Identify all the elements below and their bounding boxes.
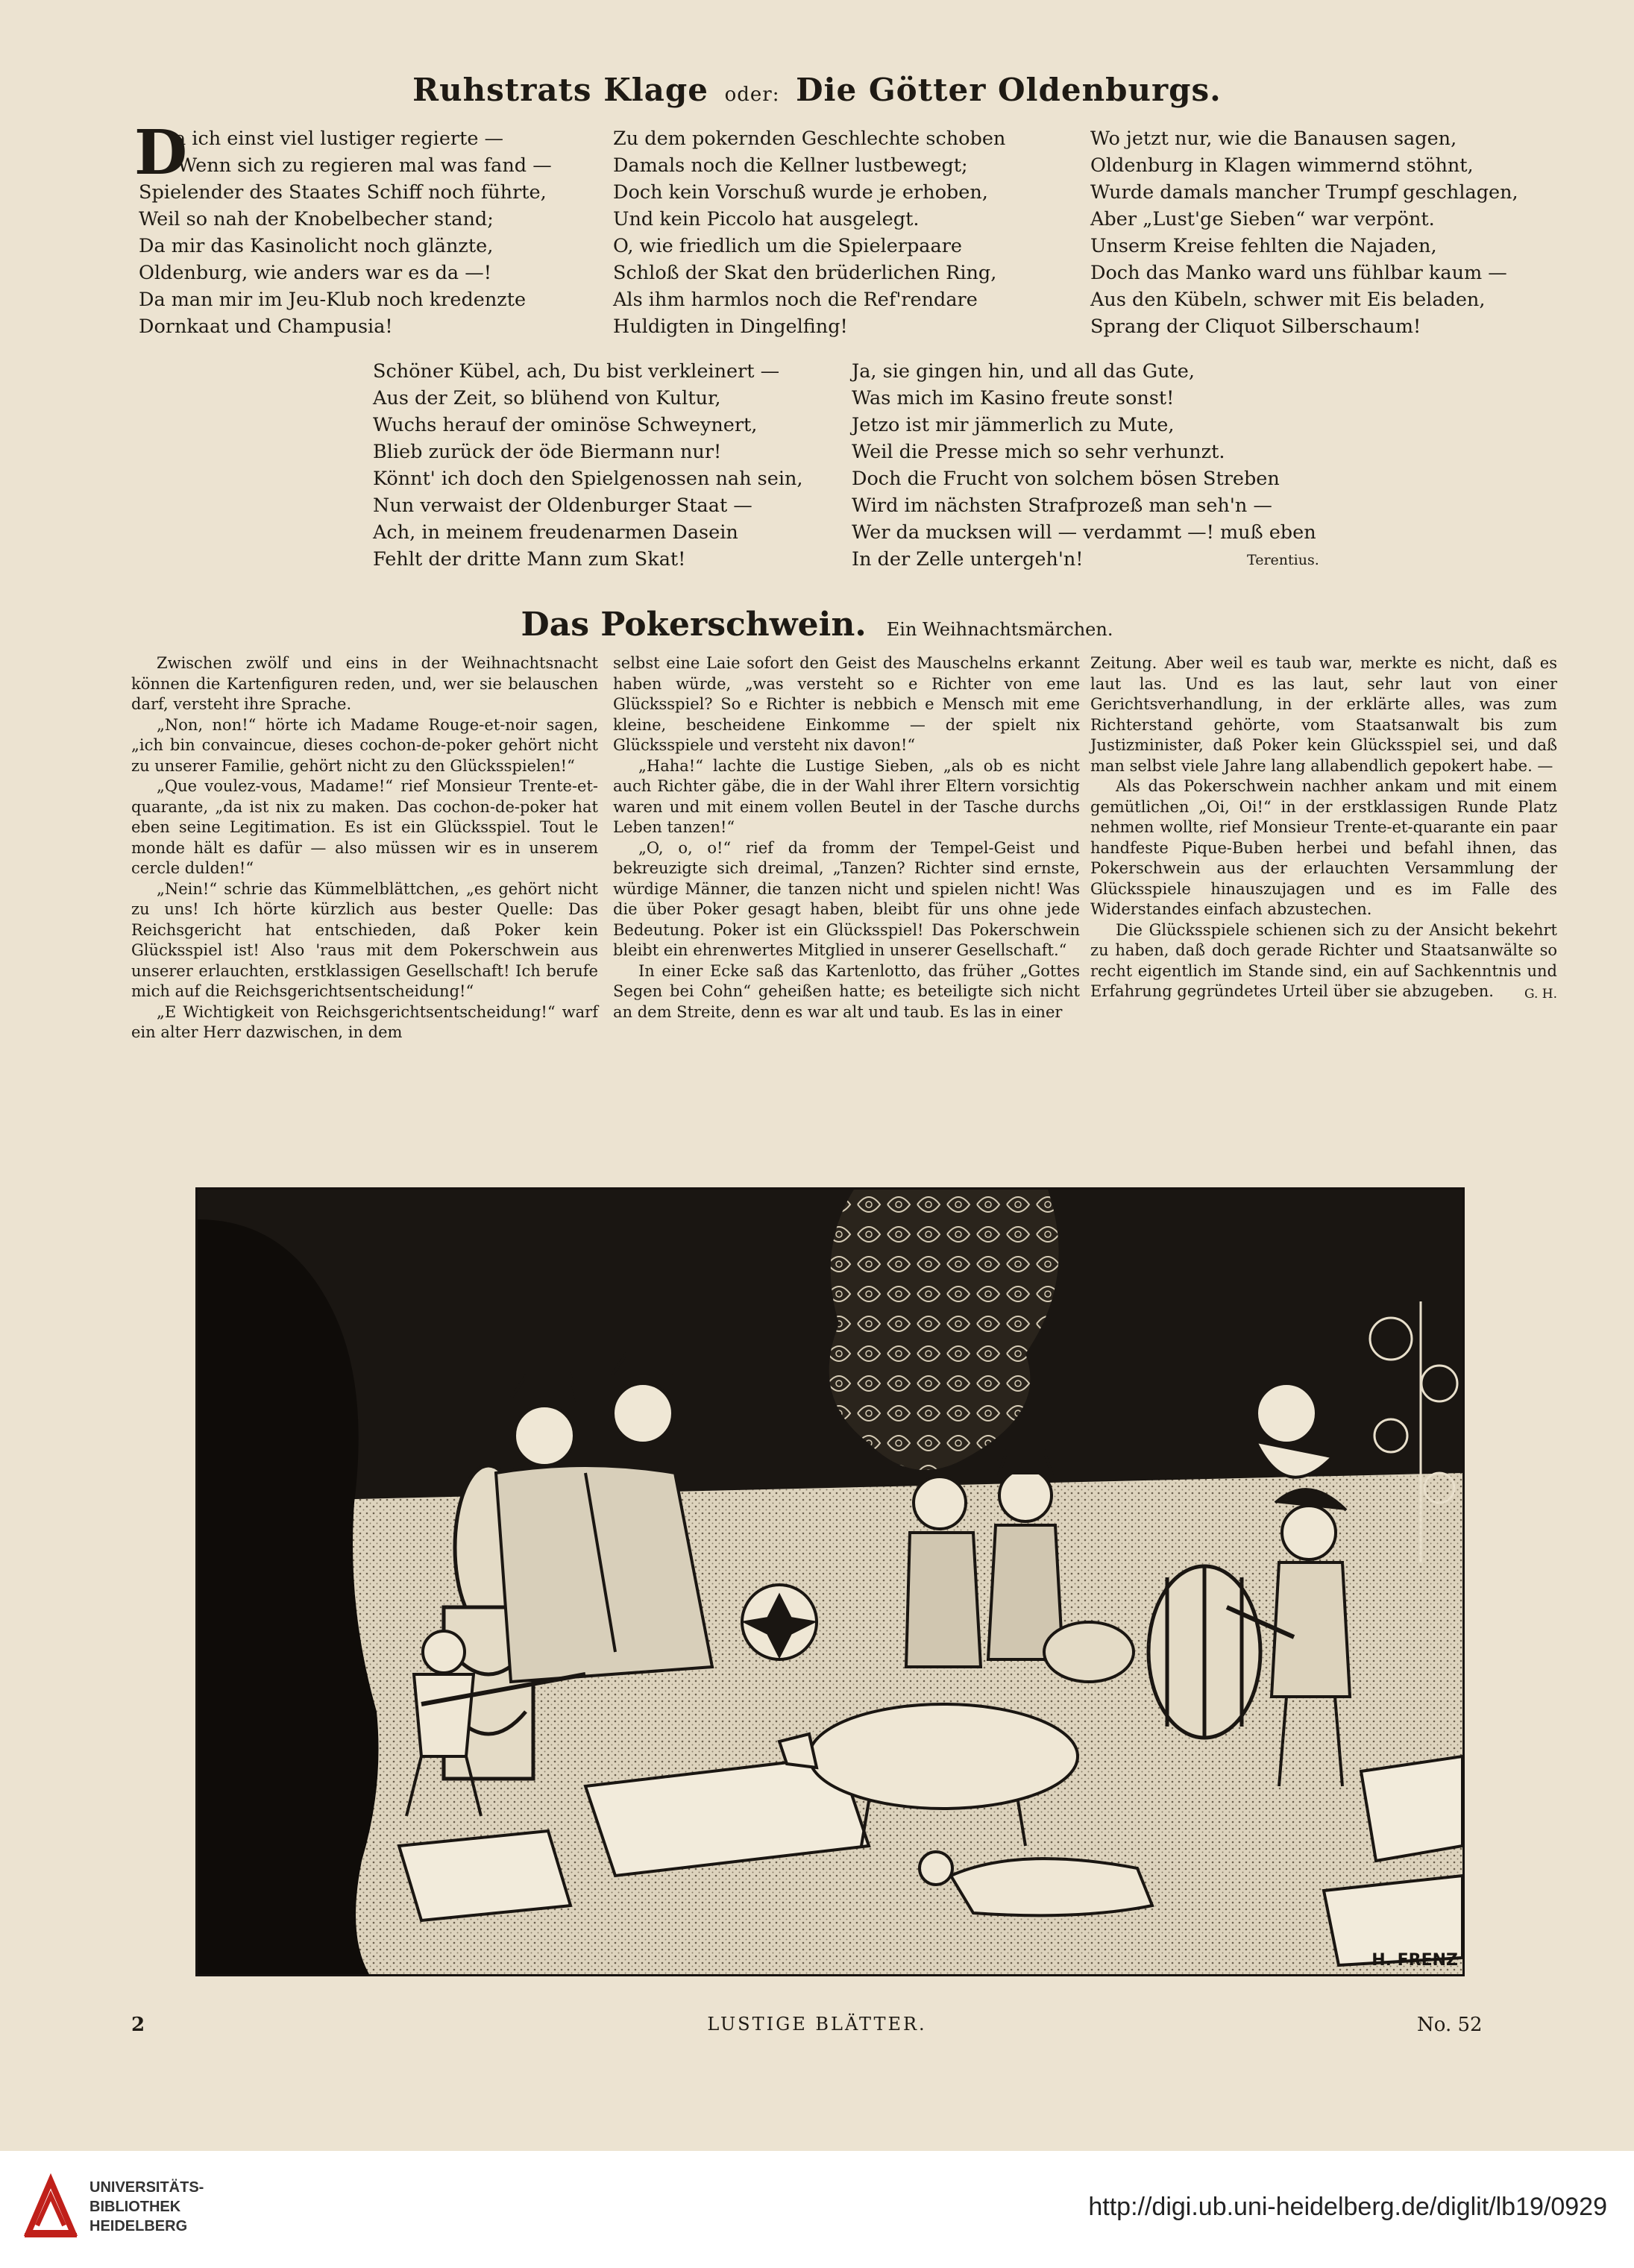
poem-line: Als ihm harmlos noch die Ref'rendare	[613, 289, 978, 311]
story-paragraph	[1090, 920, 1557, 1002]
library-footer-bar	[0, 2151, 1634, 2268]
story-paragraph: In einer Ecke saß das Kartenlotto, das früher „Gottes Segen bei Cohn“ geheißen hatte; es beteiligte sich nicht an dem Streite, denn es war alt und taub. Es las in einer	[613, 961, 1080, 1021]
magazine-name: LUSTIGE BLÄTTER.	[707, 2014, 927, 2035]
story-paragraph: Zwischen zwölf und eins in der Weihnachtsnacht können die Kartenfiguren reden, und, wer sie belauschen darf, versteht ihre Sprache.	[131, 654, 598, 713]
poem-line: a ich einst viel lustiger regierte —	[175, 128, 504, 150]
poem-stanza-5	[852, 358, 1316, 573]
library-name-line3: HEIDELBERG	[89, 2218, 188, 2234]
poem-line: Wurde damals mancher Trumpf geschlagen,	[1090, 181, 1518, 204]
library-name-line1: UNIVERSITÄTS-	[89, 2179, 204, 2196]
poem-stanza-2	[613, 125, 1005, 340]
poem-line: Zu dem pokernden Geschlechte schoben	[613, 128, 1006, 150]
story-column-3	[1090, 653, 1557, 1005]
poem-line: Weil so nah der Knobelbecher stand;	[139, 208, 494, 230]
poem-line: Aber „Lust'ge Sieben“ war verpönt.	[1090, 208, 1435, 230]
poem-line: Könnt' ich doch den Spielgenossen nah sein,	[373, 468, 803, 490]
issue-number: No. 52	[1417, 2014, 1483, 2036]
poem-line: Oldenburg in Klagen wimmernd stöhnt,	[1090, 154, 1474, 177]
poem-signature: Terentius.	[1247, 552, 1319, 568]
poem-line: Doch kein Vorschuß wurde je erhoben,	[613, 181, 988, 204]
poem-title	[0, 72, 1634, 108]
poem-line: Weil die Presse mich so sehr verhunzt.	[852, 441, 1225, 463]
poem-line: Oldenburg, wie anders war es da —!	[139, 262, 491, 284]
poem-line: Da man mir im Jeu-Klub noch kredenzte	[139, 289, 527, 311]
poem-line: Was mich im Kasino freute sonst!	[852, 387, 1175, 409]
poem-line: O, wie friedlich um die Spielerpaare	[613, 235, 962, 257]
library-name-line2: BIBLIOTHEK	[89, 2199, 181, 2215]
poem-line: Wenn sich zu regieren mal was fand —	[177, 154, 552, 177]
poem-line: Unserm Kreise fehlten die Najaden,	[1090, 235, 1437, 257]
story-subtitle: Ein Weihnachtsmärchen.	[886, 619, 1113, 640]
poem-line: Wo jetzt nur, wie die Banausen sagen,	[1090, 128, 1457, 150]
story-paragraph: „Haha!“ lachte die Lustige Sieben, „als ob es nicht auch Richter gäbe, die in der Wahl ihrer Eltern vorsichtig waren und mit einem vollen Beutel in der Tasche durchs Leben tanzen!“	[613, 756, 1080, 836]
poem-title-part2: Die Götter Oldenburgs.	[796, 72, 1222, 108]
story-heading	[0, 606, 1634, 644]
story-paragraph-text: Die Glücksspiele schienen sich zu der Ansicht bekehrt zu haben, daß doch gerade Richter und Staatsanwälte so recht eigentlich im Stande sind, ein auf Sachkenntnis und Erfahrung gegründetes Urteil über sie abzugeben.	[1090, 920, 1557, 1000]
poem-line: Sprang der Cliquot Silberschaum!	[1090, 315, 1421, 338]
source-url-link[interactable]: http://digi.ub.uni-heidelberg.de/diglit/lb19/0929	[1088, 2193, 1607, 2221]
story-paragraph: „E Wichtigkeit von Reichsgerichtsentscheidung!“ warf ein alter Herr dazwischen, in dem	[131, 1002, 598, 1041]
poem-line: Wuchs herauf der ominöse Schweynert,	[373, 414, 758, 436]
story-column-1	[131, 653, 598, 1043]
poem-dropcap: D	[134, 117, 188, 189]
poem-line: Damals noch die Kellner lustbewegt;	[613, 154, 968, 177]
poem-line: In der Zelle untergeh'n!	[852, 548, 1084, 571]
poem-line: Doch die Frucht von solchem bösen Streben	[852, 468, 1280, 490]
story-column-2	[613, 653, 1080, 1023]
poem-line: Huldigten in Dingelfing!	[613, 315, 848, 338]
poem-line: Dornkaat und Champusia!	[139, 315, 393, 338]
story-paragraph: „O, o, o!“ rief da fromm der Tempel-Geist und bekreuzigte sich dreimal, „Tanzen? Richter sind ernste, würdige Männer, die tanzen nicht und spielen nicht! Was die über Poker gesagt haben, bleibt für uns ohne jede Bedeutung. Poker ist ein Glücksspiel! Das Pokerschwein bleibt ein ehrenwertes Mitglied in unserer Gesellschaft.“	[613, 838, 1080, 959]
story-paragraph: „Non, non!“ hörte ich Madame Rouge-et-noir sagen, „ich bin convaincue, dieses cochon-de-poker gehört nicht zu unserer Familie, gehört nicht zu den Glücksspielen!“	[131, 715, 598, 775]
poem-stanza-4	[373, 358, 803, 573]
poem-line: Nun verwaist der Oldenburger Staat —	[373, 494, 752, 517]
poem-line: Wer da mucksen will — verdammt —! muß eben	[852, 521, 1316, 544]
poem-stanza-3	[1090, 125, 1518, 340]
poem-line: Schöner Kübel, ach, Du bist verkleinert —	[373, 360, 780, 383]
poem-line: Ach, in meinem freudenarmen Dasein	[373, 521, 738, 544]
poem-line: Aus der Zeit, so blühend von Kultur,	[373, 387, 721, 409]
artist-signature: H. FRENZ	[1371, 1951, 1458, 1970]
story-paragraph: selbst eine Laie sofort den Geist des Mauschelns erkannt haben würde, „was versteht so e Richter von eme Glücksspiel? So e Richter is nebbich e Mensch mit eme kleine, bescheidene Einkomme — der spielt nix Glücksspiele und versteht nix davon!“	[613, 654, 1080, 754]
barrel	[1148, 1566, 1260, 1738]
poem-line: Fehlt der dritte Mann zum Skat!	[373, 548, 686, 571]
poem-line: Jetzo ist mir jämmerlich zu Mute,	[852, 414, 1175, 436]
story-paragraph: Als das Pokerschwein nachher ankam und mit einem gemütlichen „Oi, Oi!“ in der erstklassigen Runde Platz nehmen wollte, rief Monsieur Trente-et-quarante ein paar handfeste Pique-Buben herbei und befahl ihnen, das Pokerschwein aus der erlauchten Versammlung der Glücksspiele hinauszujagen und es im Falle des Widerstandes einfach abzustechen.	[1090, 777, 1557, 918]
poem-line: Ja, sie gingen hin, und all das Gute,	[852, 360, 1195, 383]
story-signature: G. H.	[1524, 987, 1557, 1002]
poem-line: Wird im nächsten Strafprozeß man seh'n —	[852, 494, 1272, 517]
poem-line: Da mir das Kasinolicht noch glänzte,	[139, 235, 494, 257]
poem-line: Aus den Kübeln, schwer mit Eis beladen,	[1090, 289, 1486, 311]
illustration-card-figures	[195, 1187, 1465, 1976]
page-number: 2	[131, 2014, 145, 2036]
library-name	[89, 2178, 204, 2236]
poem-line: Schloß der Skat den brüderlichen Ring,	[613, 262, 997, 284]
floor	[198, 1473, 1462, 1974]
poem-line: Spielender des Staates Schiff noch führte,	[139, 181, 547, 204]
university-library-logo	[21, 2173, 81, 2239]
illustration-drawing	[198, 1190, 1462, 1974]
poem-stanza-1	[139, 125, 552, 340]
story-title: Das Pokerschwein.	[521, 606, 867, 644]
story-paragraph: „Nein!“ schrie das Kümmelblättchen, „es gehört nicht zu uns! Ich hörte kürzlich aus bester Quelle: Das Reichsgericht hat entschieden, daß Poker kein Glücksspiel ist! Also 'raus mit dem Pokerschwein aus unserer erlauchten, erstklassigen Gesellschaft! Ich berufe mich auf die Reichsgerichtsentscheidung!“	[131, 879, 598, 1000]
poem-line: Blieb zurück der öde Biermann nur!	[373, 441, 722, 463]
story-paragraph: Zeitung. Aber weil es taub war, merkte es nicht, daß es laut las. Und es las laut, sehr laut von einer Gerichtsverhandlung, in der erklärte alles, was zum Richterstand gehörte, vom Staatsanwalt bis zum Justizminister, daß Poker kein Glücksspiel sei, und daß man selbst viele Jahre lang allabendlich gepokert habe. —	[1090, 654, 1557, 775]
poem-line: Doch das Manko ward uns fühlbar kaum —	[1090, 262, 1507, 284]
poem-line: Und kein Piccolo hat ausgelegt.	[613, 208, 920, 230]
poem-title-oder: oder:	[724, 84, 780, 106]
story-paragraph: „Que voulez-vous, Madame!“ rief Monsieur Trente-et-quarante, „da ist nix zu maken. Das cochon-de-poker hat eben seine Legitimation. Es ist ein Glücksspiel. Tout le monde hält es dafür — also müssen wir es in unserem cercle dulden!“	[131, 777, 598, 877]
poem-title-part1: Ruhstrats Klage	[412, 72, 708, 108]
